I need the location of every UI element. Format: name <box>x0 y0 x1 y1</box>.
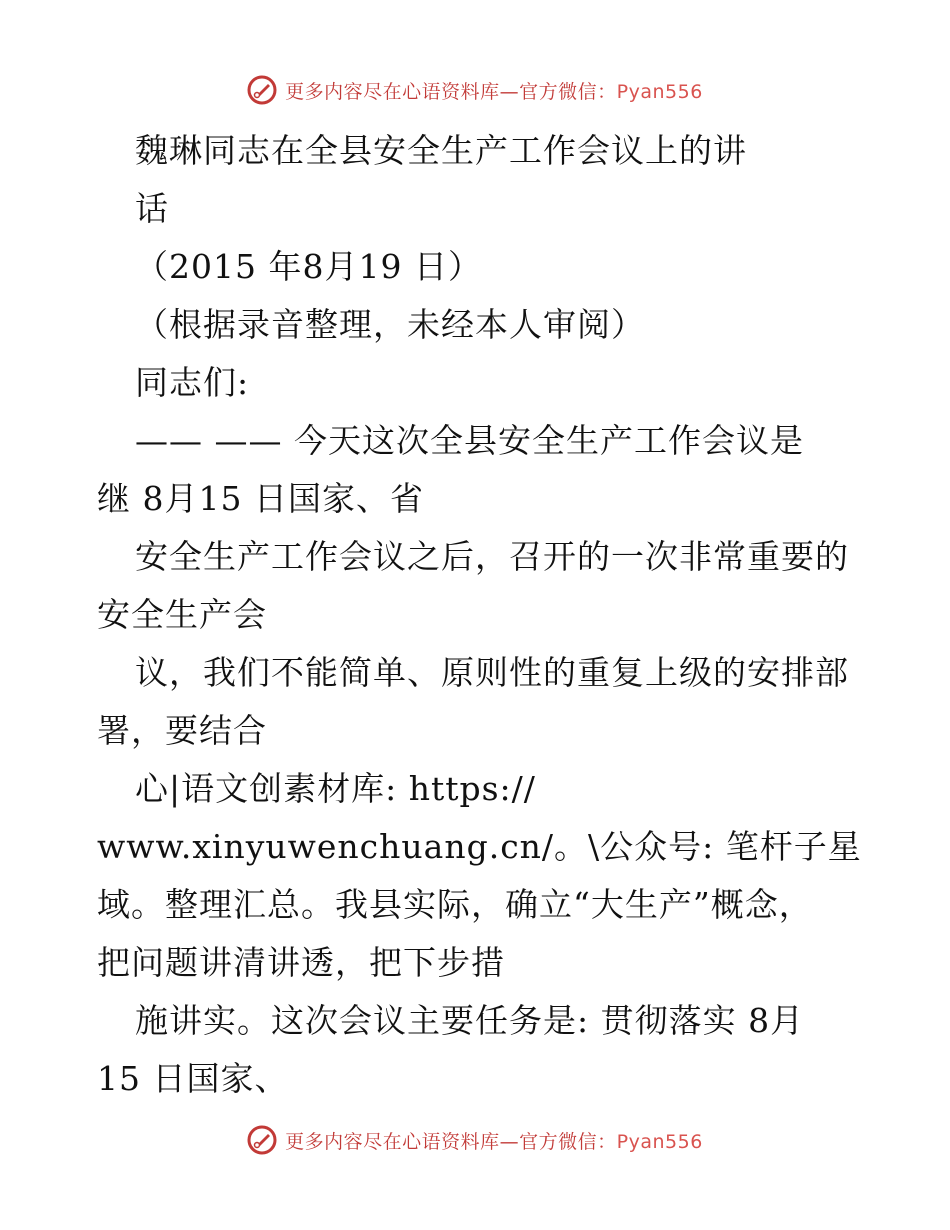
brand-logo-icon <box>247 1125 277 1155</box>
document-line: 把问题讲清讲透，把下步措 <box>97 943 505 982</box>
watermark-wechat-id: Pyan556 <box>616 80 703 103</box>
watermark-wechat-id: Pyan556 <box>616 1130 703 1153</box>
document-line: 15 日国家、 <box>97 1059 289 1098</box>
document-line: 同志们: <box>135 363 250 402</box>
document-line: 心|语文创素材库: https:// <box>135 769 536 808</box>
document-line: （2015 年8月19 日） <box>135 247 482 286</box>
document-line: 署，要结合 <box>97 711 267 750</box>
document-line: —— —— 今天这次全县安全生产工作会议是 <box>135 421 804 460</box>
document-line: 施讲实。这次会议主要任务是: 贯彻落实 8月 <box>135 1001 805 1040</box>
document-line: 议，我们不能简单、原则性的重复上级的安排部 <box>135 653 849 692</box>
document-line: 域。整理汇总。我县实际，确立“大生产”概念， <box>97 885 813 924</box>
document-line: 安全生产工作会议之后，召开的一次非常重要的 <box>135 537 849 576</box>
watermark-text: 更多内容尽在心语资料库—官方微信： <box>285 1130 617 1153</box>
watermark-text: 更多内容尽在心语资料库—官方微信： <box>285 80 617 103</box>
document-line: 魏琳同志在全县安全生产工作会议上的讲 <box>135 131 747 170</box>
watermark-banner-top <box>0 70 950 110</box>
document-line: 话 <box>135 189 169 228</box>
document-line: （根据录音整理，未经本人审阅） <box>135 305 645 344</box>
document-line: www.xinyuwenchuang.cn/。\公众号: 笔杆子星 <box>97 827 862 866</box>
document-body <box>97 122 862 1108</box>
watermark-banner-bottom <box>0 1120 950 1160</box>
document-line: 安全生产会 <box>97 595 267 634</box>
document-line: 继 8月15 日国家、省 <box>97 479 424 518</box>
brand-logo-icon <box>247 75 277 105</box>
